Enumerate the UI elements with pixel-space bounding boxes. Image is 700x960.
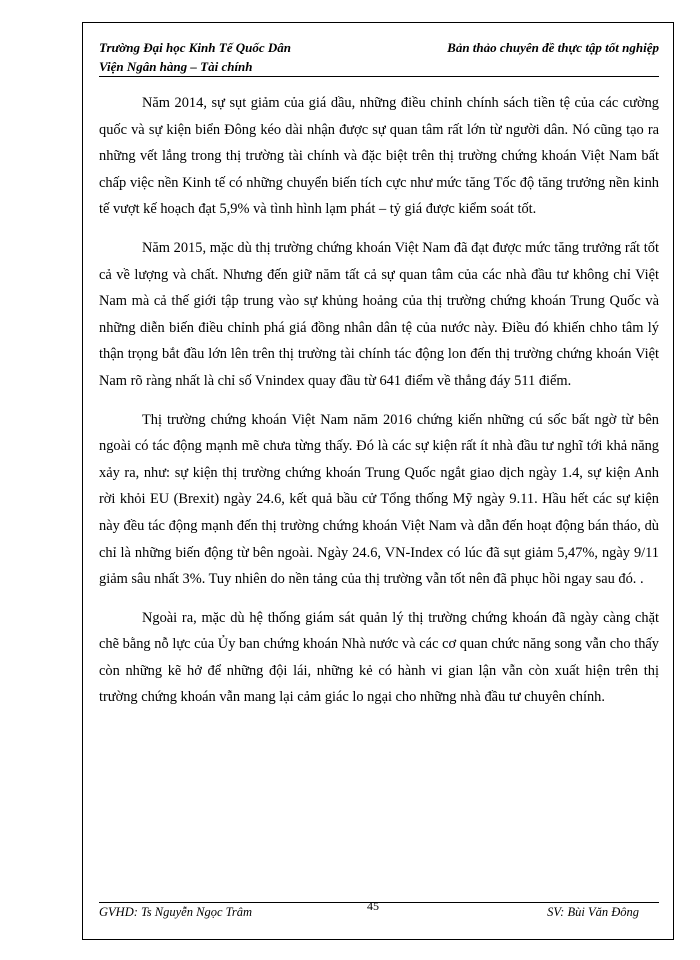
footer-divider: [99, 902, 659, 903]
paragraph-2015: Năm 2015, mặc dù thị trường chứng khoán Việt Nam đã đạt được mức tăng trưởng rất tốt cả về lượng và chất. Nhưng đến giữ năm tất cả sự quan tâm của các nhà đầu tư không chỉ Việt Nam mà cả thế giới tập trung vào sự khủng hoảng của thị trường chứng khoán Trung Quốc và những diễn biến điều chỉnh phá giá đồng nhân dân tệ của nước này. Điều đó khiến chho tâm lý thận trọng bắt đầu lớn lên trên thị trường tài chính tác động lon đến thị trường chứng khoán Việt Nam rõ ràng nhất là chỉ số Vnindex quay đầu từ 641 điểm về thẳng đáy 511 điểm.: [99, 239, 659, 389]
paragraph-2016: Thị trường chứng khoán Việt Nam năm 2016 chứng kiến những cú sốc bất ngờ từ bên ngoài có tác động mạnh mẽ chưa từng thấy. Đó là các sự kiện rất ít nhà đầu tư nghĩ tới khả năng xảy ra, như: sự kiện thị trường chứng khoán Trung Quốc ngắt giao dịch ngày 1.4, sự kiện Anh rời khỏi EU (Brexit) ngày 24.6, kết quả bầu cử Tổng thống Mỹ ngày 9.11. Hầu hết các sự kiện này đều tác động mạnh đến thị trường chứng khoán Việt Nam và dẫn đến hoạt động bán tháo, dù chỉ là những biến động từ bên ngoài. Ngày 24.6, VN-Index có lúc đã sụt giảm 5,47%, ngày 9/11 giảm sâu nhất 3%. Tuy nhiên do nền tảng của thị trường vẫn tốt nên đã phục hồi ngay sau đó. .: [99, 411, 659, 588]
advisor-name: GVHD: Ts Nguyễn Ngọc Trâm: [99, 905, 253, 919]
page-footer: [99, 899, 659, 925]
institute-name: Viện Ngân hàng – Tài chính: [99, 59, 253, 74]
header-divider: [99, 76, 659, 77]
student-name: SV: Bùi Văn Đông: [547, 905, 639, 919]
paragraph-oversight: Ngoài ra, mặc dù hệ thống giám sát quản lý thị trường chứng khoán đã ngày càng chặt chẽ bằng nỗ lực của Ủy ban chứng khoán Nhà nước và các cơ quan chức năng song vẫn cho thấy còn những kẽ hở để những đội lái, những kẻ có hành vi gian lận vẫn còn xuất hiện trên thị trường chứng khoán vẫn mang lại cảm giác lo ngại cho những nhà đầu tư chuyên chính.: [99, 609, 659, 706]
university-name: Trường Đại học Kinh Tế Quốc Dân: [99, 40, 291, 55]
page-number: 45: [367, 899, 379, 913]
paragraph-2014: Năm 2014, sự sụt giảm của giá dầu, những điều chỉnh chính sách tiền tệ của các cường quốc và sự kiện biển Đông kéo dài nhận được sự quan tâm rất lớn từ người dân. Nó cũng tạo ra những vết lắng trong thị trường tài chính và đặc biệt trên thị trường chứng khoán Việt Nam bất chấp việc nền Kinh tế có những chuyển biến tích cực như mức tăng Tốc độ tăng trưởng nền kinh tế vượt kế hoạch đạt 5,9% và tình hình lạm phát – tỷ giá được kiểm soát tốt.: [99, 95, 659, 218]
document-body: [99, 90, 659, 723]
page-header: [99, 40, 659, 78]
document-title: Bản thảo chuyên đề thực tập tốt nghiệp: [447, 40, 659, 55]
